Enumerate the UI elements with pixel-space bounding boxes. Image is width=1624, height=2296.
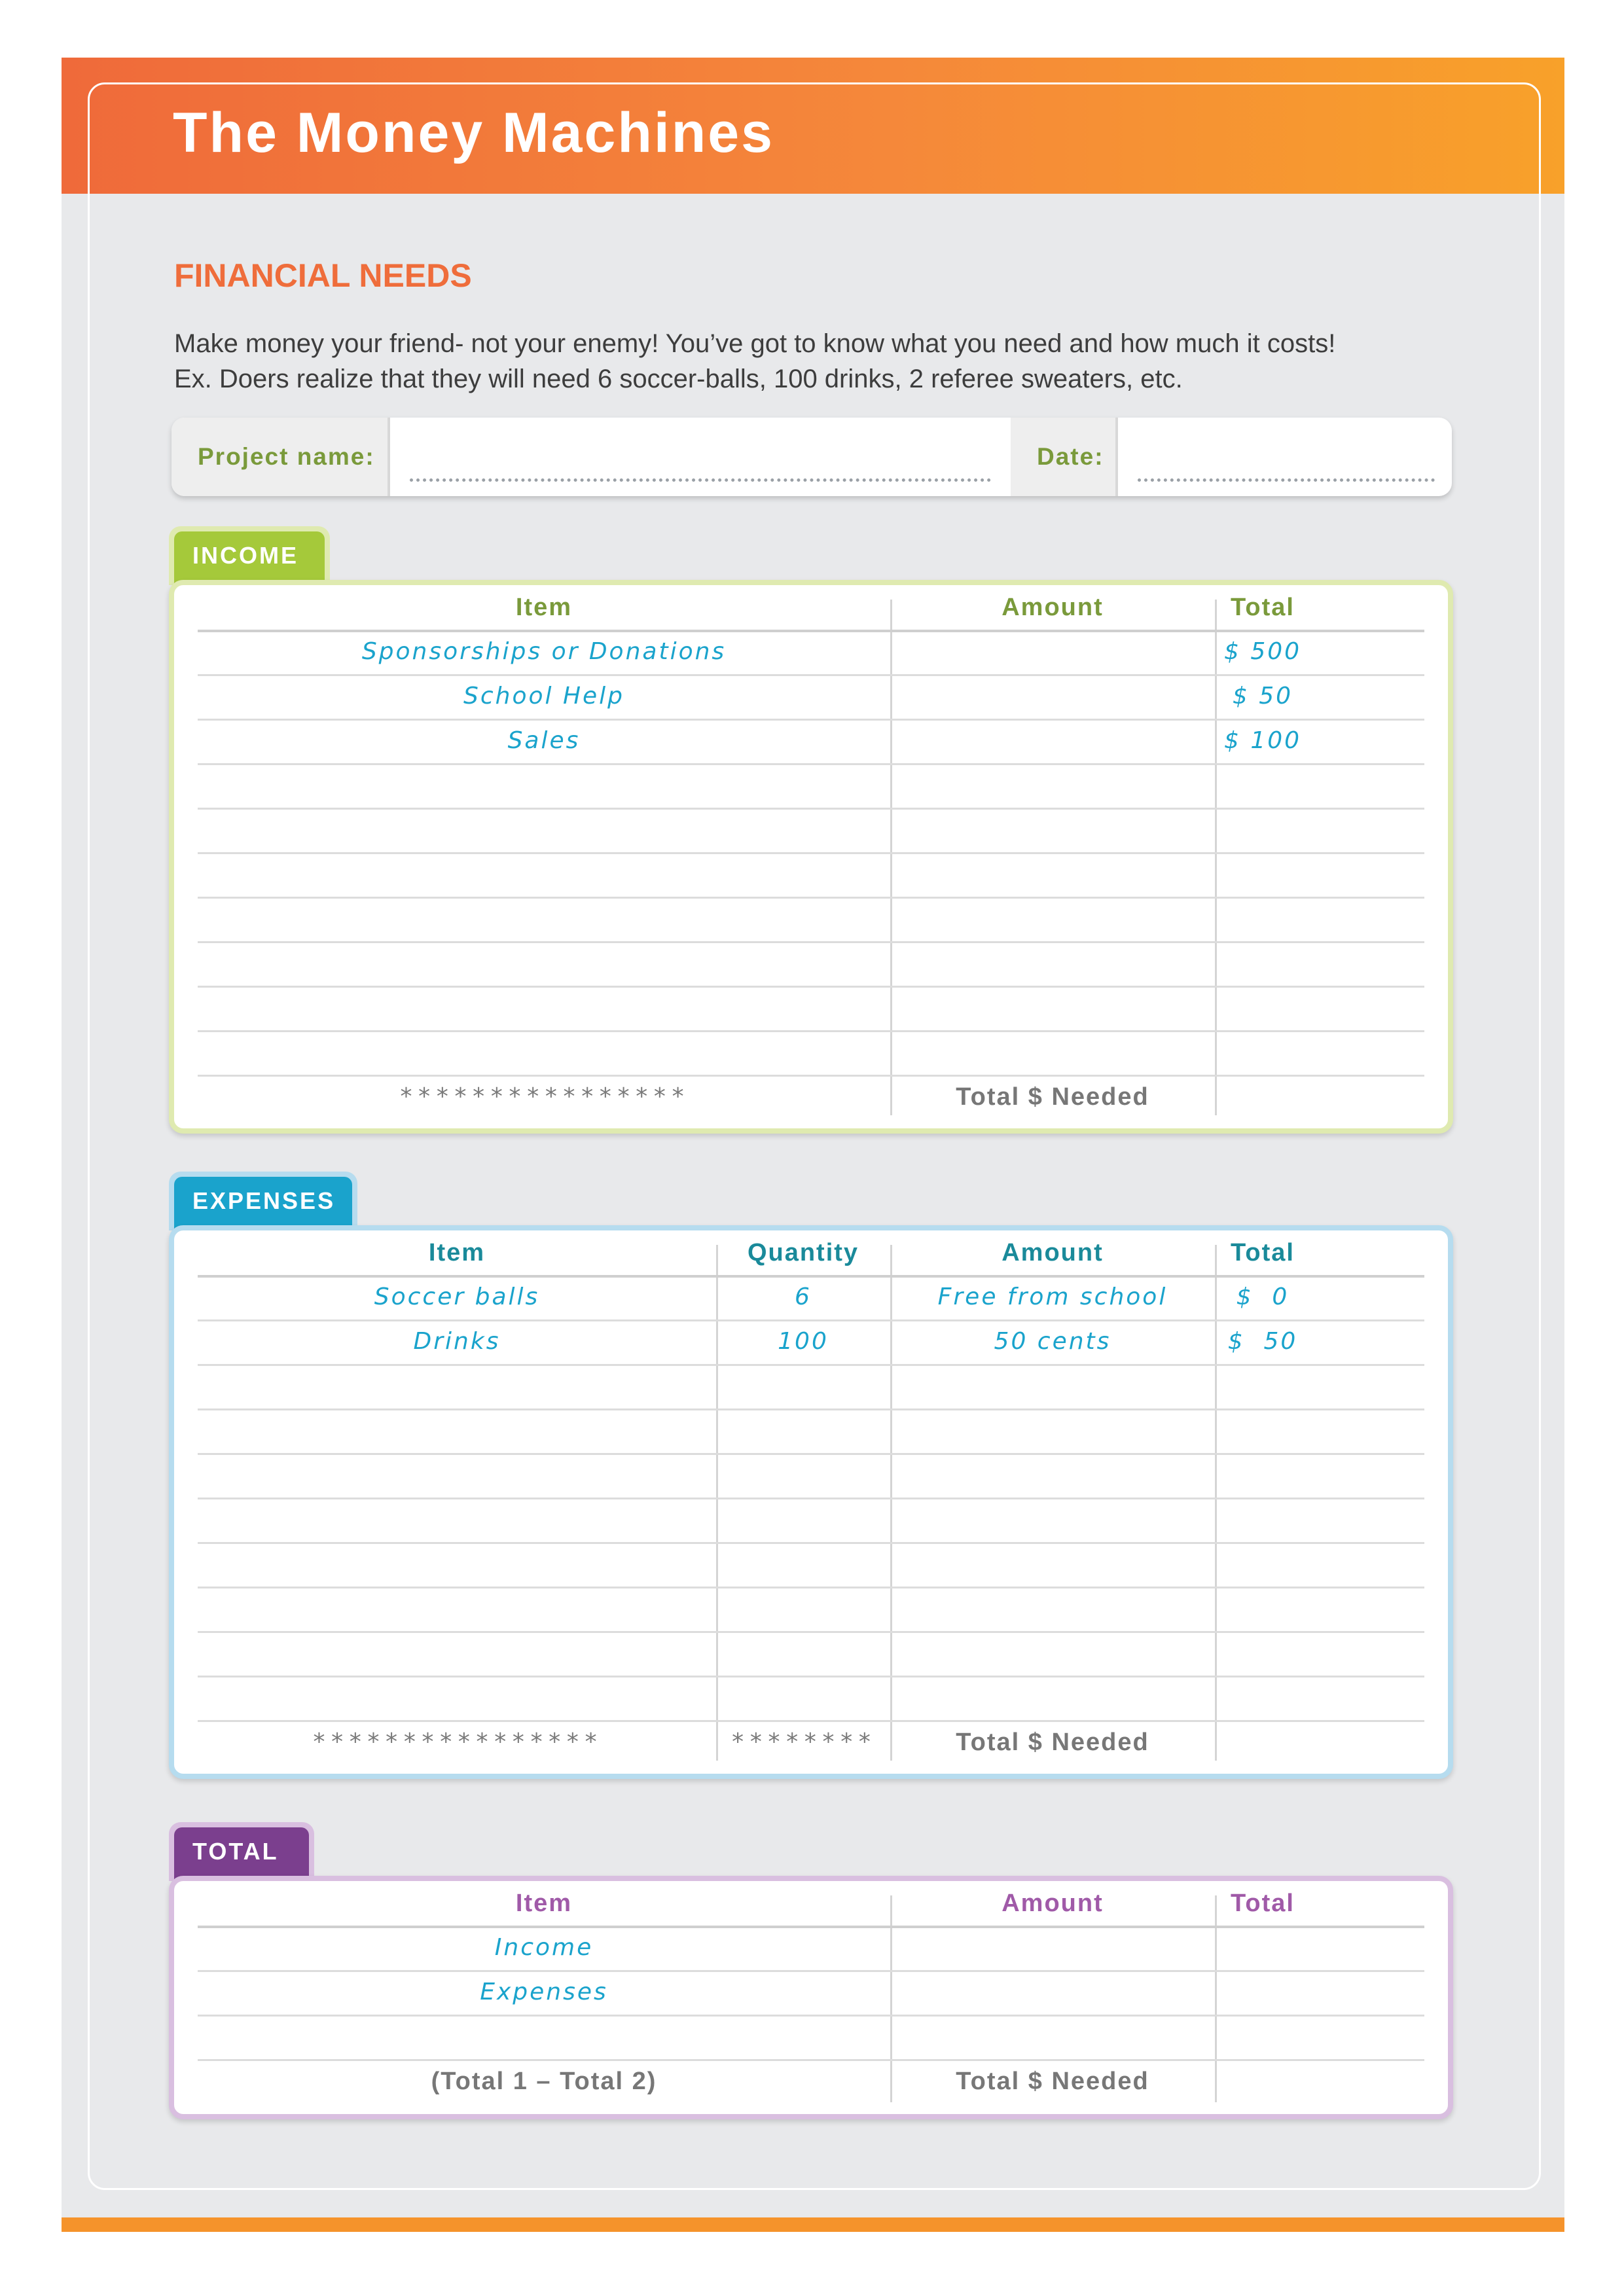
intro-line-2: Ex. Doers realize that they will need 6 soccer-balls, 100 drinks, 2 referee sweaters, etc. bbox=[174, 365, 1183, 393]
empty-row[interactable] bbox=[198, 986, 1424, 1032]
income-amount[interactable] bbox=[890, 719, 1215, 763]
income-total: $ 100 bbox=[1223, 727, 1302, 754]
total-header-total: Total bbox=[1231, 1890, 1295, 1917]
project-bar bbox=[171, 418, 1452, 496]
income-item: School Help bbox=[463, 683, 625, 709]
income-tab-label: INCOME bbox=[174, 531, 325, 585]
expenses-table bbox=[169, 1225, 1453, 1779]
income-tab bbox=[169, 526, 330, 585]
table-row bbox=[198, 719, 1424, 765]
income-footer-stars: **************** bbox=[399, 1083, 689, 1110]
expenses-item: Soccer balls bbox=[374, 1283, 540, 1310]
empty-row[interactable] bbox=[198, 852, 1424, 899]
total-footer-formula: (Total 1 – Total 2) bbox=[431, 2068, 657, 2095]
expenses-footer-row bbox=[198, 1720, 1424, 1765]
project-name-field[interactable] bbox=[388, 418, 1011, 496]
expenses-tab bbox=[169, 1172, 357, 1230]
income-item: Sales bbox=[507, 727, 581, 754]
expenses-header-amount: Amount bbox=[1001, 1239, 1104, 1266]
expenses-header-item: Item bbox=[428, 1239, 486, 1266]
expenses-header-quantity: Quantity bbox=[747, 1239, 859, 1266]
income-header-amount: Amount bbox=[1001, 594, 1104, 621]
total-tab-label: TOTAL bbox=[174, 1827, 309, 1881]
total-footer-total-needed: Total $ Needed bbox=[956, 2068, 1149, 2095]
income-footer-total[interactable] bbox=[1215, 1075, 1310, 1119]
total-amount[interactable] bbox=[890, 1926, 1215, 1970]
expenses-quantity: 100 bbox=[778, 1328, 829, 1355]
date-dotted-line bbox=[1138, 478, 1435, 482]
total-header-item: Item bbox=[515, 1890, 573, 1917]
total-header-row bbox=[198, 1881, 1424, 1928]
table-row bbox=[198, 1926, 1424, 1972]
income-total: $ 500 bbox=[1223, 638, 1302, 665]
table-row bbox=[198, 674, 1424, 721]
empty-row[interactable] bbox=[198, 897, 1424, 943]
empty-row[interactable] bbox=[198, 1498, 1424, 1544]
empty-row[interactable] bbox=[198, 1631, 1424, 1677]
intro-text bbox=[174, 326, 1483, 397]
project-name-dotted-line bbox=[410, 478, 991, 482]
income-header-row bbox=[198, 585, 1424, 632]
total-total[interactable] bbox=[1215, 1970, 1310, 2015]
table-row bbox=[198, 1275, 1424, 1321]
income-table bbox=[169, 580, 1453, 1134]
expenses-header-total: Total bbox=[1231, 1239, 1295, 1266]
expenses-amount: Free from school bbox=[937, 1283, 1168, 1310]
project-name-label: Project name: bbox=[171, 418, 388, 496]
income-footer-row bbox=[198, 1075, 1424, 1119]
total-item: Expenses bbox=[480, 1979, 608, 2005]
income-item: Sponsorships or Donations bbox=[361, 638, 727, 665]
expenses-total: $ 0 bbox=[1236, 1283, 1290, 1310]
table-row bbox=[198, 630, 1424, 676]
total-table bbox=[169, 1876, 1453, 2119]
total-item: Income bbox=[494, 1934, 594, 1961]
total-total[interactable] bbox=[1215, 1926, 1310, 1970]
empty-row[interactable] bbox=[198, 1587, 1424, 1633]
empty-row[interactable] bbox=[198, 1030, 1424, 1077]
income-header-total: Total bbox=[1231, 594, 1295, 621]
intro-line-1: Make money your friend- not your enemy! You’ve got to know what you need and how much it costs! bbox=[174, 329, 1336, 358]
expenses-header-row bbox=[198, 1230, 1424, 1278]
expenses-footer-total[interactable] bbox=[1215, 1720, 1310, 1765]
empty-row[interactable] bbox=[198, 1676, 1424, 1722]
income-amount[interactable] bbox=[890, 630, 1215, 674]
empty-row[interactable] bbox=[198, 941, 1424, 988]
empty-row[interactable] bbox=[198, 2015, 1424, 2061]
expenses-item: Drinks bbox=[413, 1328, 501, 1355]
total-footer-row bbox=[198, 2059, 1424, 2104]
empty-row[interactable] bbox=[198, 1408, 1424, 1455]
expenses-tab-label: EXPENSES bbox=[174, 1177, 352, 1230]
total-tab bbox=[169, 1822, 314, 1881]
app-title: The Money Machines bbox=[173, 101, 774, 164]
expenses-footer-total-needed: Total $ Needed bbox=[956, 1729, 1149, 1756]
total-header-amount: Amount bbox=[1001, 1890, 1104, 1917]
income-total: $ 50 bbox=[1232, 683, 1293, 709]
expenses-footer-quantity-stars: ******** bbox=[731, 1729, 876, 1755]
income-amount[interactable] bbox=[890, 674, 1215, 719]
empty-row[interactable] bbox=[198, 1542, 1424, 1588]
date-label: Date: bbox=[1011, 418, 1115, 496]
expenses-amount: 50 cents bbox=[994, 1328, 1111, 1355]
empty-row[interactable] bbox=[198, 1453, 1424, 1499]
empty-row[interactable] bbox=[198, 1364, 1424, 1410]
section-heading: FINANCIAL NEEDS bbox=[174, 257, 472, 294]
expenses-footer-stars: **************** bbox=[312, 1729, 602, 1755]
income-footer-total-needed: Total $ Needed bbox=[956, 1083, 1149, 1111]
table-row bbox=[198, 1319, 1424, 1366]
empty-row[interactable] bbox=[198, 808, 1424, 854]
date-field[interactable] bbox=[1115, 418, 1452, 496]
empty-row[interactable] bbox=[198, 763, 1424, 810]
expenses-quantity: 6 bbox=[795, 1283, 812, 1310]
bottom-bar bbox=[62, 2217, 1564, 2232]
expenses-total: $ 50 bbox=[1227, 1328, 1298, 1355]
total-footer-total[interactable] bbox=[1215, 2059, 1310, 2104]
income-header-item: Item bbox=[515, 594, 573, 621]
table-row bbox=[198, 1970, 1424, 2017]
total-amount[interactable] bbox=[890, 1970, 1215, 2015]
